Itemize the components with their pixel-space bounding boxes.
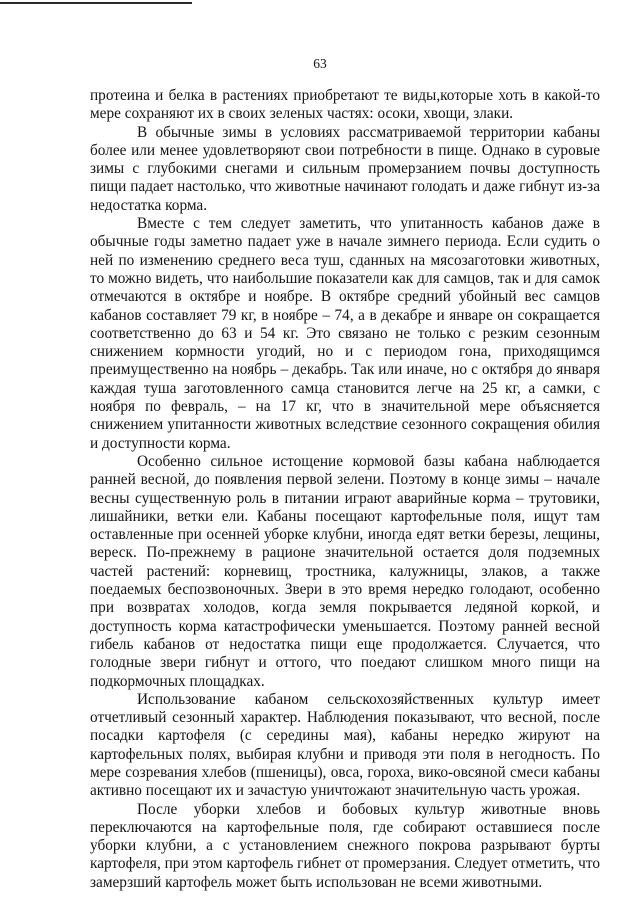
page-number: 63 [313,56,327,71]
paragraph-weight-decline: Вместе с тем следует заметить, что упитанность кабанов даже в обычные годы заметно падает уже в начале зимнего периода. Если судить о ней по изменению среднего веса туш, сданных на мясозаготовки животных, то можно видеть, что наибольшие показатели как для самцов, так и для самок отмечаются в октябре и ноябре. В октябре средний убойный вес самцов кабанов составляет 79 кг, в ноябре – 74, а в декабре и январе он сокращается соответственно до 63 и 54 кг. Это связано не только с резким сезонным снижением кормности угодий, но и с периодом гона, приходящимся преимущественно на ноябрь – декабрь. Так или иначе, но с октября до января каждая туша заготовленного самца становится легче на 25 кг, а самки, с ноября по февраль, – на 17 кг, что в значительной мере объясняется снижением упитанности животных вследствие сезонного сокращения обилия и доступности корма. [90,215,600,452]
paragraph-potato-fields: После уборки хлебов и бобовых культур животные вновь переключаются на картофельные поля, где собирают оставшиеся после уборки клубни, а с установлением снежного покрова разрывают бурты картофеля, при этом картофель гибнет от промерзания. Следует отметить, что замерзший картофель может быть использован не всеми животными. [90,800,600,891]
paragraph-winter-feeding: В обычные зимы в условиях рассматриваемой территории кабаны более или менее удовлетворяют свои потребности в пище. Однако в суровые зимы с глубокими снегами и сильным промерзанием почвы доступность пищи падает настолько, что животные начинают голодать и даже гибнут из-за недостатка корма. [90,123,600,214]
paragraph-continuation: протеина и белка в растениях приобретают те виды,которые хоть в какой-то мере сохраняют их в своих зеленых частях: осоки, хвощи, злаки. [90,87,600,123]
top-rule-line [0,2,192,4]
paragraph-crop-use: Использование кабаном сельскохозяйственных культур имеет отчетливый сезонный характер. Наблюдения показывают, что весной, после посадки картофеля (с середины мая), кабаны нередко жируют на картофельных полях, выбирая клубни и приводя эти поля в негодность. По мере созревания хлебов (пшеницы), овса, гороха, вико-овсяной смеси кабаны активно посещают их и зачастую уничтожают значительную часть урожая. [90,690,600,800]
paragraph-spring-depletion: Особенно сильное истощение кормовой базы кабана наблюдается ранней весной, до появления первой зелени. Поэтому в конце зимы – начале весны существенную роль в питании играют аварийные корма – трутовики, лишайники, ветки ели. Кабаны посещают картофельные поля, ищут там оставленные при осенней уборке клубни, иногда едят ветки березы, лещины, вереск. По-прежнему в рационе значительной остается доля подземных частей растений: корневищ, тростника, калужницы, злаков, а также поедаемых беспозвоночных. Звери в это время нередко голодают, особенно при возвратах холодов, когда земля покрывается ледяной коркой, и доступность корма катастрофически уменьшается. Поэтому ранней весной гибель кабанов от недостатка пищи еще продолжается. Случается, что голодные звери гибнут и оттого, что поедают слишком много пищи на подкормочных площадках. [90,452,600,690]
body-text [90,87,600,892]
